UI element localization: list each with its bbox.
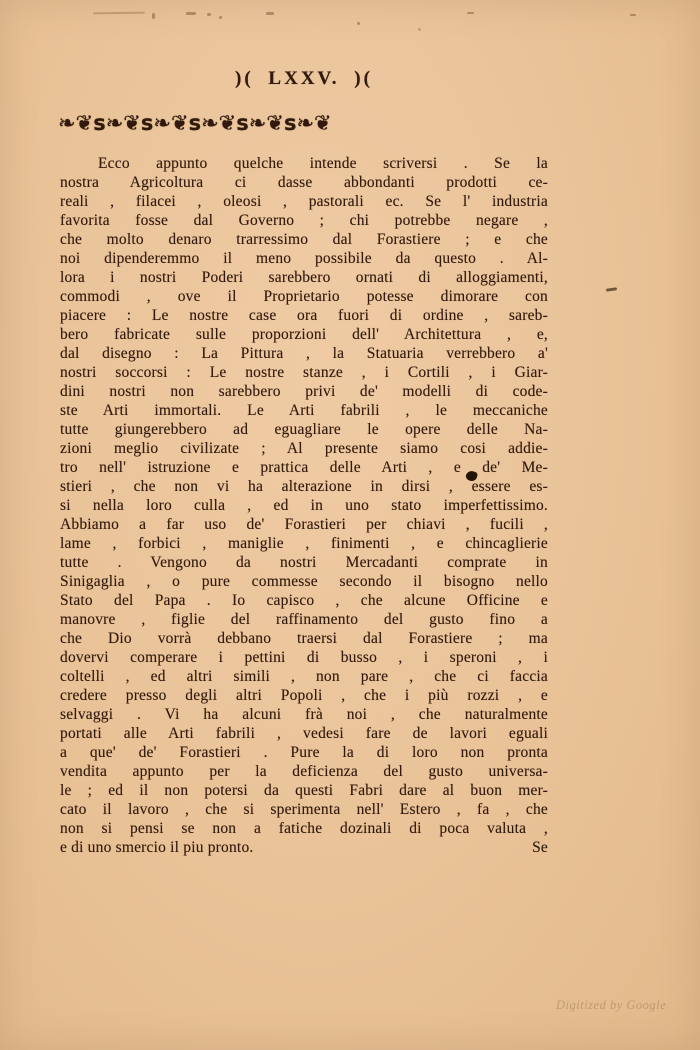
catchword: Se	[532, 839, 548, 856]
text-line: vendita appunto per la deficienza del gusto universa-	[60, 763, 548, 780]
text-line: credere presso degli altri Popoli , che i più rozzi , e	[60, 687, 548, 704]
paper-speck	[207, 13, 211, 16]
text-line: cato il lavoro , che si sperimenta nell' Estero , fa , che	[60, 801, 548, 818]
text-line: che molto denaro trarressimo dal Forastiere ; e che	[60, 231, 548, 248]
text-line: stieri , che non vi ha alterazione in dirsi , essere es-	[60, 478, 548, 495]
text-line: commodi , ove il Proprietario potesse dimorare con	[60, 288, 548, 305]
last-line-text: e di uno smercio il piu pronto.	[60, 839, 254, 856]
text-line: noi dipenderemmo il meno possibile da questo . Al-	[60, 250, 548, 267]
text-line: tutte giungerebbero ad eguagliare le opere delle Na-	[60, 421, 548, 438]
text-line: non si pensi se non a fatiche dozinali di poca valuta ,	[60, 820, 548, 837]
text-line: nostri soccorsi : Le nostre stanze , i Cortili , i Giar-	[60, 364, 548, 381]
text-line: favorita fosse dal Governo ; chi potrebbe negare ,	[60, 212, 548, 229]
body-lines	[60, 154, 548, 838]
paper-speck	[630, 14, 636, 16]
text-line: lora i nostri Poderi sarebbero ornati di alloggiamenti,	[60, 269, 548, 286]
text-line: ste Arti immortali. Le Arti fabrili , le meccaniche	[60, 402, 548, 419]
text-line: coltelli , ed altri simili , non pare , che ci faccia	[60, 668, 548, 685]
text-line: bero fabricate sulle proporzioni dell' Architettura , e,	[60, 326, 548, 343]
text-line: zioni meglio civilizate ; Al presente siamo cosi addie-	[60, 440, 548, 457]
text-line: piacere : Le nostre case ora fuori di ordine , sareb-	[60, 307, 548, 324]
text-line: manovre , figlie del raffinamento del gusto fino a	[60, 611, 548, 628]
text-line: tro nell' istruzione e prattica delle Arti , e de' Me-	[60, 459, 548, 476]
digitization-watermark: Digitized by Google	[556, 998, 667, 1012]
text-line: Ecco appunto quelche intende scriversi . Se la	[98, 155, 548, 172]
text-line: dini nostri non sarebbero privi de' modelli di code-	[60, 383, 548, 400]
paper-speck	[219, 16, 222, 19]
page-number-header: )( LXXV. )(	[235, 68, 373, 89]
text-line: dal disegno : La Pittura , la Statuaria verrebbero a'	[60, 345, 548, 362]
text-line: Sinigaglia , o pure commesse secondo il bisogno nello	[60, 573, 548, 590]
text-line: dovervi comperare i pettini di busso , i speroni , i	[60, 649, 548, 666]
last-line	[60, 838, 548, 857]
ink-smudge	[606, 287, 617, 292]
paper-speck	[266, 12, 274, 15]
text-line: reali , filacei , oleosi , pastorali ec. Se l' industria	[60, 193, 548, 210]
text-line: tutte . Vengono da nostri Mercadanti comprate in	[60, 554, 548, 571]
paper-speck	[152, 13, 155, 19]
paper-speck	[186, 12, 196, 15]
text-line: che Dio vorrà debbano traersi dal Forastiere ; ma	[60, 630, 548, 647]
text-line: lame , forbici , maniglie , finimenti , e chincaglierie	[60, 535, 548, 552]
text-line: portati alle Arti fabrili , vedesi fare de lavori eguali	[60, 725, 548, 742]
text-line: a que' de' Forastieri . Pure la di loro non pronta	[60, 744, 548, 761]
paper-speck	[357, 22, 360, 25]
body-text	[60, 154, 548, 857]
text-line: selvaggi . Vi ha alcuni frà noi , che naturalmente	[60, 706, 548, 723]
paper-speck	[418, 28, 421, 31]
text-line: nostra Agricoltura ci dasse abbondanti prodotti ce-	[60, 174, 548, 191]
text-line: Abbiamo a far uso de' Forastieri per chiavi , fucili ,	[60, 516, 548, 533]
paper-speck	[93, 12, 145, 15]
paper-speck	[467, 12, 474, 14]
fleuron-ornament-band: ❧❦s❧❦s❧❦s❧❦s❧❦s❧❦	[58, 111, 332, 135]
text-line: Stato del Papa . Io capisco , che alcune Officine e	[60, 592, 548, 609]
text-line: le ; ed il non potersi da questi Fabri dare al buon mer-	[60, 782, 548, 799]
text-line: si nella loro culla , ed in uno stato imperfettissimo.	[60, 497, 548, 514]
